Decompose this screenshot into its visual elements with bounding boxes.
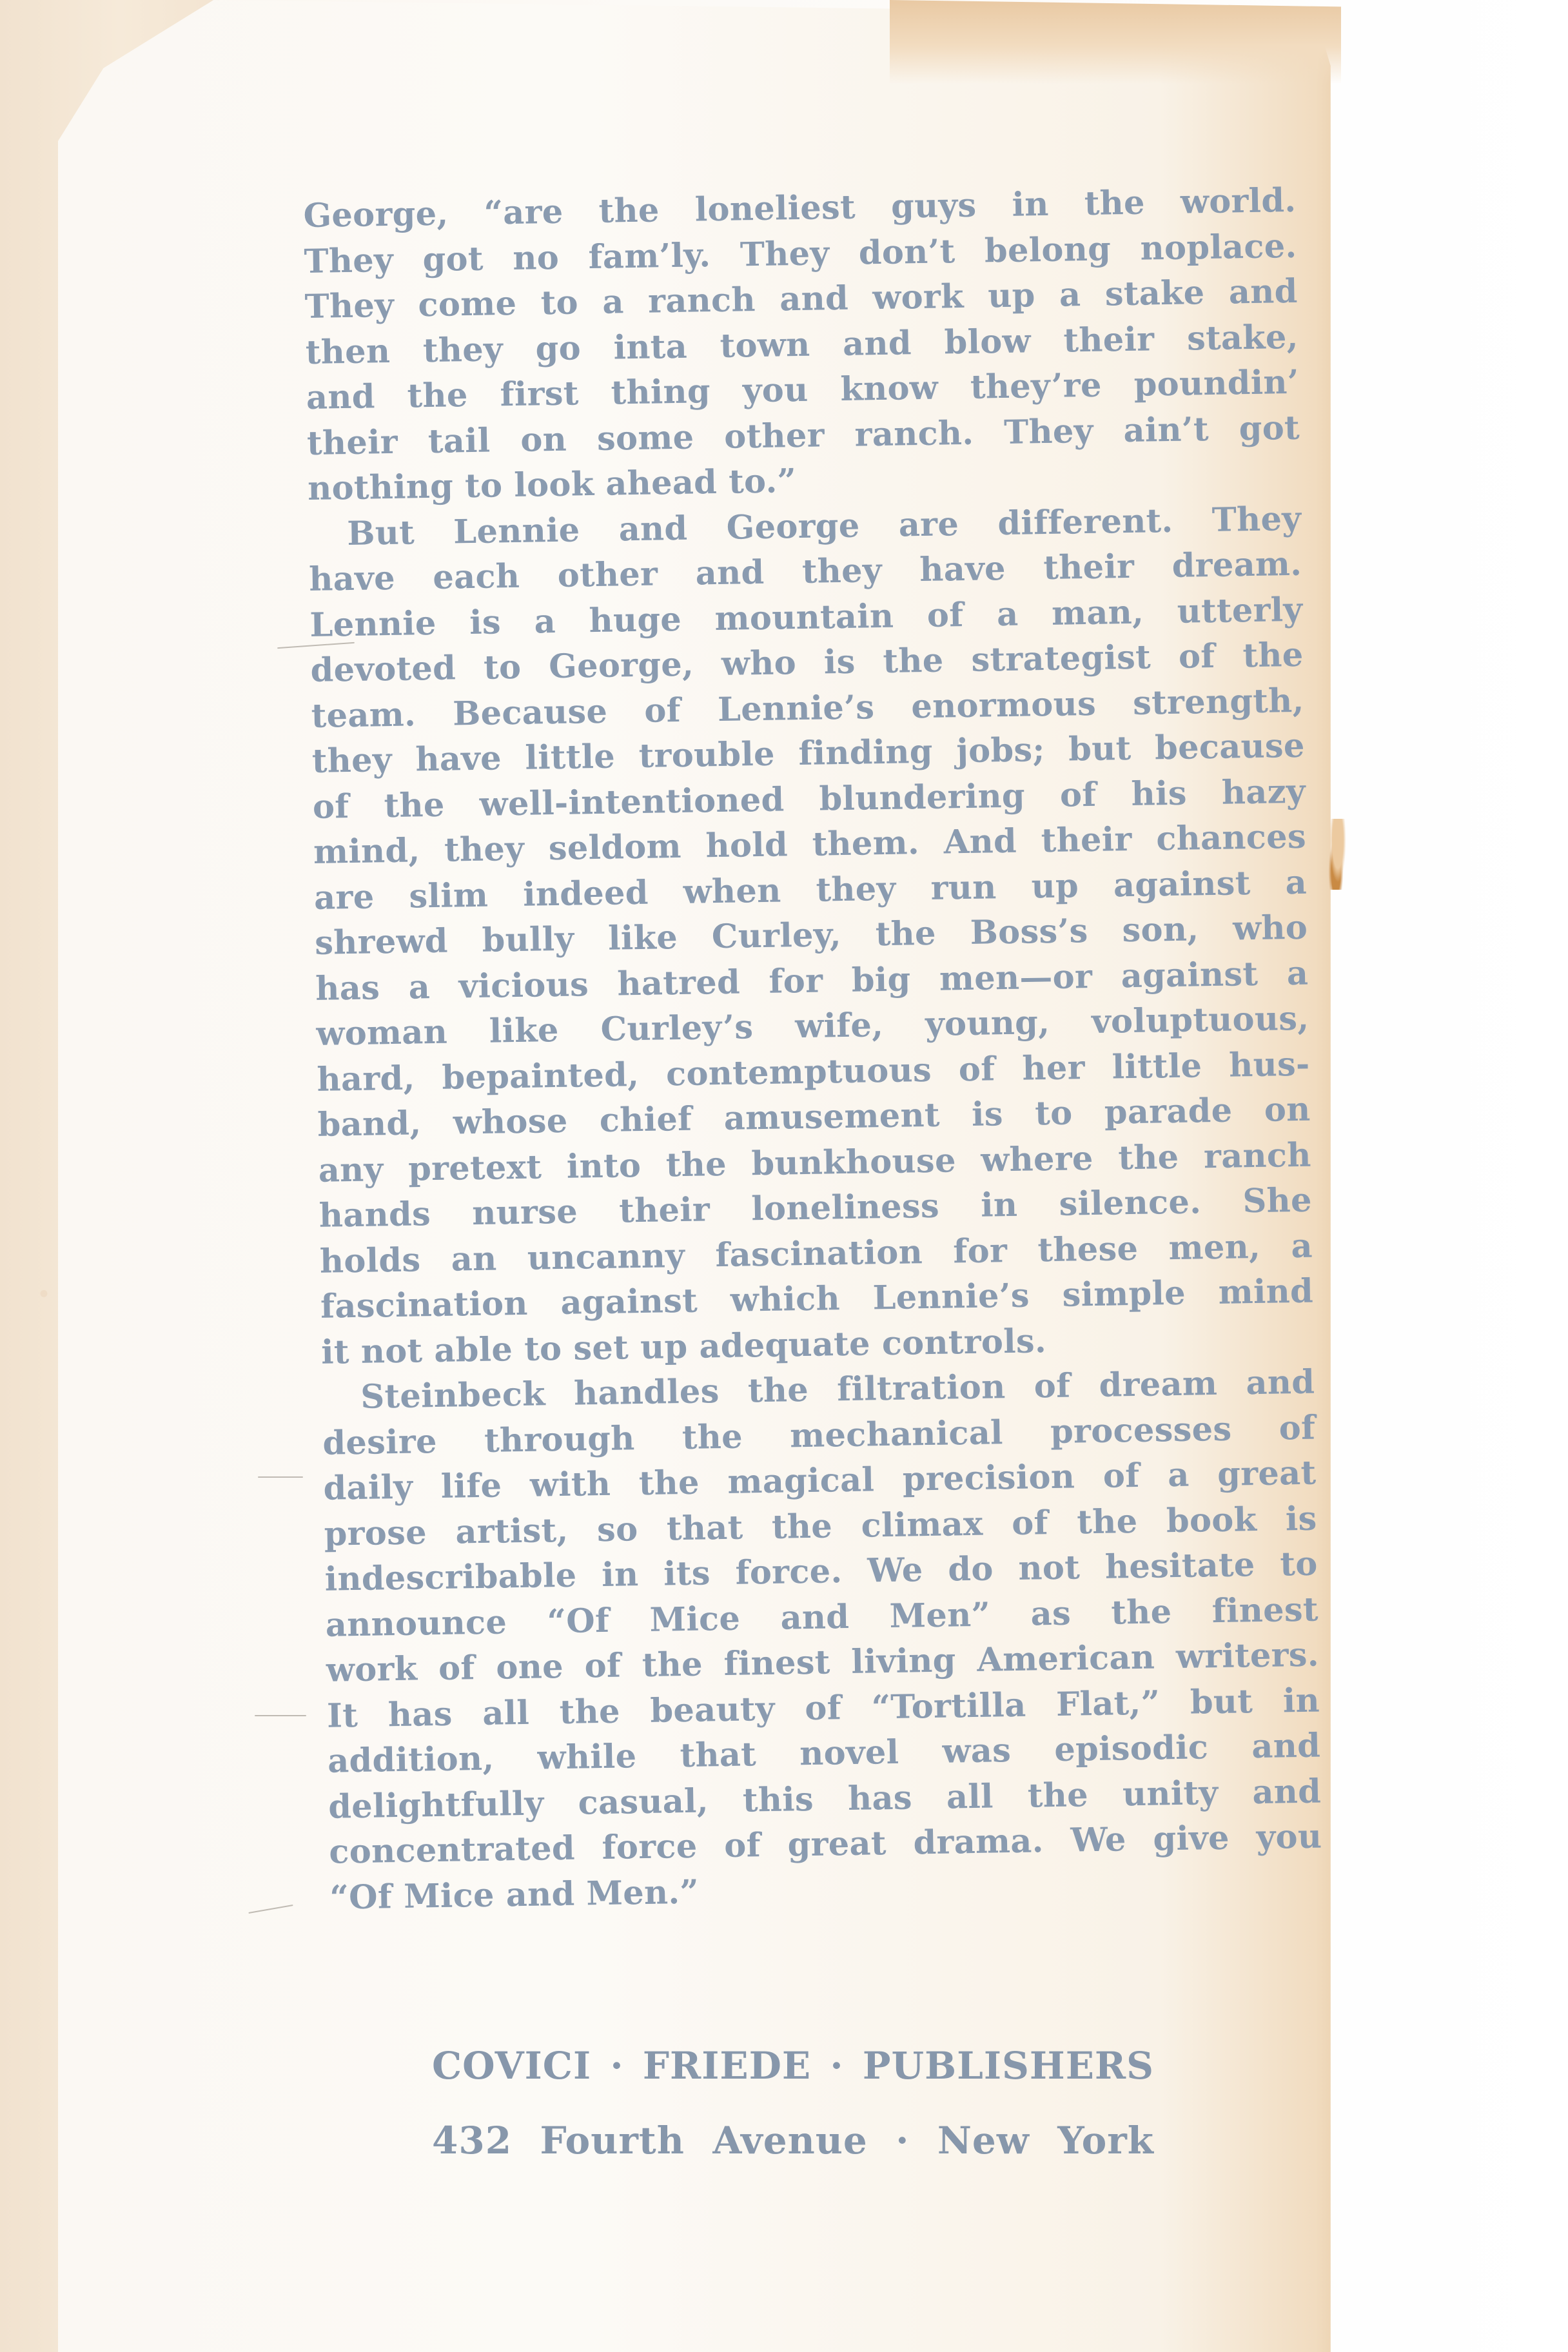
- blurb-line: any pretext into the bunkhouse where the ranch: [318, 1135, 1312, 1190]
- blurb-line: Steinbeck handles the filtration of dream and: [360, 1362, 1315, 1416]
- blurb-line: nothing to look ahead to.”: [307, 462, 797, 508]
- blurb-line: They got no fam’ly. They don’t belong noplace.: [304, 226, 1297, 281]
- blurb-line: has a vicious hatred for big men—or against a: [315, 954, 1309, 1008]
- pencil-mark: [255, 1715, 306, 1716]
- blurb-line: they have little trouble finding jobs; but because: [311, 726, 1306, 781]
- blurb-line: work of one of the finest living American writers.: [326, 1635, 1320, 1690]
- blurb-line: then they go inta town and blow their stake,: [305, 317, 1299, 372]
- blurb-line: prose artist, so that the climax of the book is: [324, 1499, 1317, 1554]
- blurb-line: “Of Mice and Men.”: [329, 1872, 700, 1917]
- blurb-line: team. Because of Lennie’s enormous strength,: [311, 681, 1305, 736]
- blurb-line: band, whose chief amusement is to parade on: [317, 1090, 1311, 1144]
- blurb-line: Lennie is a huge mountain of a man, utterly: [309, 590, 1303, 645]
- blurb-line: holds an uncanny fascination for these men, a: [319, 1226, 1313, 1281]
- blurb-line: are slim indeed when they run up against a: [313, 863, 1308, 917]
- blurb-line: addition, while that novel was episodic and: [327, 1726, 1321, 1781]
- blurb-line: and the first thing you know they’re poundin’: [306, 362, 1300, 417]
- blurb-line: But Lennie and George are different. They: [346, 499, 1302, 553]
- blurb-line: their tail on some other ranch. They ain’t got: [306, 408, 1300, 463]
- blurb-line: daily life with the magical precision of a great: [323, 1453, 1317, 1508]
- blurb-line: hard, bepainted, contemptuous of her little hus-: [317, 1044, 1310, 1099]
- blurb-line: desire through the mechanical processes of: [322, 1408, 1316, 1463]
- blurb-line: woman like Curley’s wife, young, voluptuous,: [316, 999, 1309, 1054]
- blurb-line: it not able to set up adequate controls.: [320, 1321, 1047, 1372]
- blurb-line: George, “are the loneliest guys in the world.: [303, 181, 1297, 235]
- blurb-line: It has all the beauty of “Tortilla Flat,” but in: [326, 1681, 1320, 1736]
- blurb-line: fascination against which Lennie’s simple mind: [320, 1271, 1314, 1326]
- blurb-line: shrewd bully like Curley, the Boss’s son, who: [314, 908, 1308, 963]
- blurb-line: delightfully casual, this has all the unity and: [328, 1772, 1322, 1827]
- blurb-line: They come to a ranch and work up a stake and: [304, 271, 1298, 326]
- publisher-imprint: [432, 2044, 1154, 2162]
- torn-edge: [1328, 819, 1348, 890]
- blurb-line: announce “Of Mice and Men” as the finest: [325, 1590, 1319, 1645]
- blurb-line: mind, they seldom hold them. And their chances: [313, 817, 1307, 872]
- publisher-name: COVICI · FRIEDE · PUBLISHERS: [432, 2044, 1154, 2088]
- blurb-line: hands nurse their loneliness in silence. She: [318, 1181, 1313, 1235]
- blurb-line: concentrated force of great drama. We give you: [328, 1817, 1322, 1872]
- pencil-mark: [258, 1476, 303, 1478]
- blurb-line: of the well-intentioned blundering of his hazy: [312, 772, 1306, 827]
- blurb-line: indescribable in its force. We do not hesitate to: [324, 1544, 1318, 1599]
- blurb-line: have each other and they have their dream.: [308, 544, 1302, 599]
- blurb-line: devoted to George, who is the strategist of the: [310, 635, 1304, 690]
- publisher-address: 432 Fourth Avenue · New York: [432, 2119, 1154, 2162]
- blurb-text: [303, 177, 1336, 1920]
- worn-top-edge: [890, 0, 1341, 84]
